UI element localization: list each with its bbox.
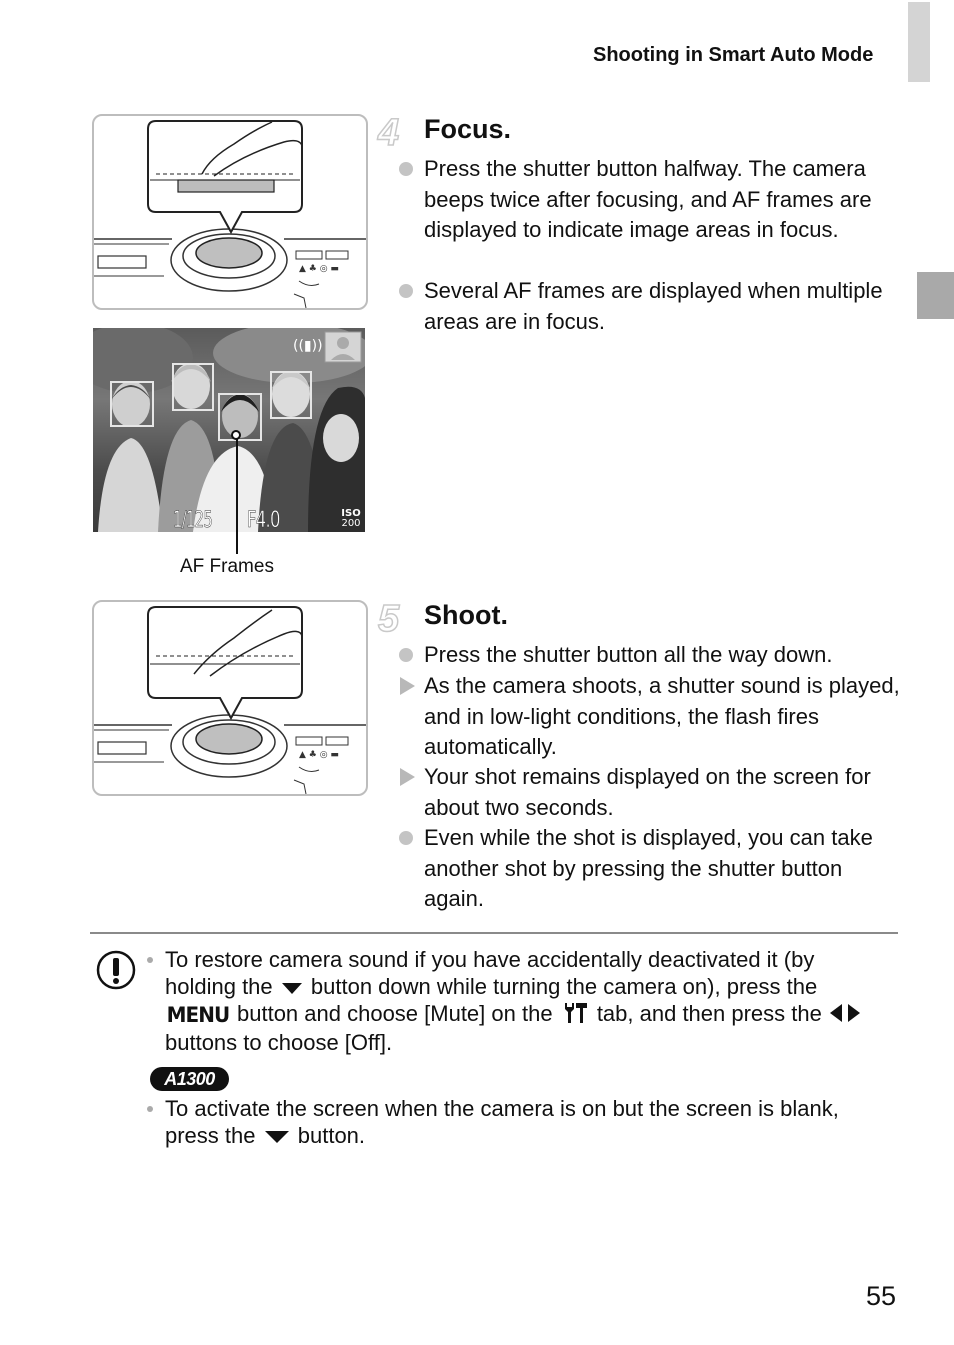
note1-text-a: To restore camera sound if you have accidentally deactivated it (by holding the <box>165 947 815 999</box>
shutter-full-press-illustration <box>92 600 368 796</box>
circle-bullet-icon <box>399 648 413 662</box>
step-number-5: 5 <box>378 598 400 640</box>
camera-top-drawing <box>94 602 366 794</box>
af-frames-caption-line <box>236 434 238 554</box>
model-badge: A1300 <box>150 1067 229 1091</box>
note-item-2 <box>147 1095 887 1149</box>
page-number: 55 <box>866 1281 897 1311</box>
gray-bullet-icon <box>147 957 153 963</box>
circle-bullet-icon <box>399 162 413 176</box>
gray-bullet-icon <box>147 1106 153 1112</box>
step4-item-1: Press the shutter button halfway. The camera beeps twice after focusing, and AF frames are displayed to indicate image areas in focus. <box>398 154 903 246</box>
photo-scene <box>93 328 365 532</box>
caution-icon <box>96 950 136 990</box>
down-triangle-icon <box>265 1131 289 1143</box>
step-number-4: 4 <box>378 112 400 154</box>
menu-button-label: MENU <box>166 1002 230 1027</box>
step4-item-2: Several AF frames are displayed when multiple areas are in focus. <box>398 276 903 337</box>
note1-text-b: button down while turning the camera on), press the <box>310 974 818 999</box>
down-triangle-icon <box>282 983 302 994</box>
note-item-1 <box>147 946 887 1056</box>
section-title: Shooting in Smart Auto Mode <box>593 44 874 66</box>
af-frames-caption: AF Frames <box>180 556 274 577</box>
iso-value: 200 <box>341 518 361 529</box>
svg-text:▲ ♣ ◎ ▬: ▲ ♣ ◎ ▬ <box>299 750 339 760</box>
step5-item-4: Even while the shot is displayed, you can take another shot by pressing the shutter button again. <box>398 823 903 915</box>
triangle-bullet-icon <box>400 677 415 695</box>
af-frames-caption-dot <box>231 430 241 440</box>
chapter-tab-top <box>908 2 930 82</box>
left-right-arrows-icon <box>828 1002 862 1029</box>
af-frames-photo <box>93 328 365 532</box>
step-title-focus: Focus. <box>424 114 512 144</box>
iso-label: ISO <box>341 508 361 519</box>
circle-bullet-icon <box>399 284 413 298</box>
step5-item-2: As the camera shoots, a shutter sound is played, and in low-light conditions, the flash fires automatically. <box>398 671 903 763</box>
shutter-half-press-illustration <box>92 114 368 310</box>
shutter-speed-readout: 1/125 <box>173 508 213 532</box>
step-title-shoot: Shoot. <box>424 600 508 630</box>
svg-text:▲ ♣ ◎ ▬: ▲ ♣ ◎ ▬ <box>299 264 339 274</box>
camera-top-drawing <box>94 116 366 308</box>
step5-item-3: Your shot remains displayed on the screen for about two seconds. <box>398 762 903 823</box>
chapter-tab-marker <box>917 272 954 319</box>
iso-badge <box>339 509 363 529</box>
note1-text-d: tab, and then press the <box>596 1001 822 1026</box>
step5-item-1: Press the shutter button all the way down. <box>398 640 903 671</box>
aperture-readout: F4.0 <box>247 508 280 532</box>
note2-text-b: button. <box>297 1123 366 1148</box>
svg-text:((▮)): ((▮)) <box>293 338 323 354</box>
wrench-hammer-icon <box>561 1001 589 1029</box>
note-divider <box>90 932 898 934</box>
circle-bullet-icon <box>399 831 413 845</box>
note2-text-a: To activate the screen when the camera is on but the screen is blank, press the <box>165 1096 839 1148</box>
triangle-bullet-icon <box>400 768 415 786</box>
note1-text-e: buttons to choose [Off]. <box>165 1030 393 1056</box>
note1-text-c: button and choose [Mute] on the <box>237 1001 553 1026</box>
